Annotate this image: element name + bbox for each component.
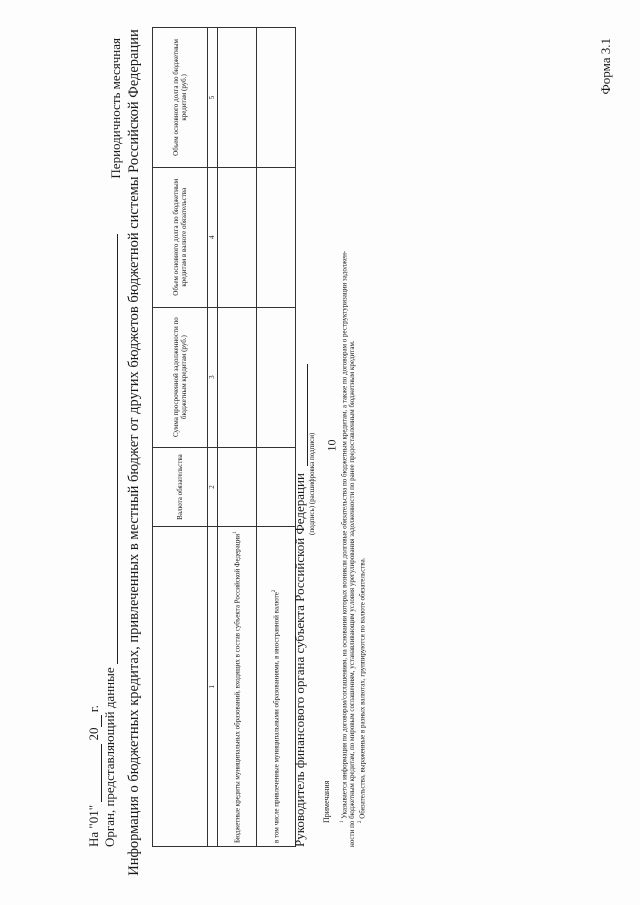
note-1: $^1$ Указывается информация по договорам/соглашениям, на основании которых возникли долговые обязательства по бюджетным кредитам, а также по договорам о реструктуризации задолжен- bbox=[340, 250, 349, 823]
date-year-prefix: 20 bbox=[86, 727, 101, 741]
document-title: Информация о бюджетных кредитах, привлеченных в местный бюджет от других бюджетов бюджетной системы Российской Федерации bbox=[126, 29, 142, 876]
org-line bbox=[102, 234, 118, 847]
row-label: Бюджетные кредиты муниципальных образований, входящих в состав субъекта Российской Федерации$^1$ bbox=[218, 527, 257, 847]
credits-table bbox=[152, 27, 296, 847]
table-cell bbox=[218, 447, 257, 527]
periodicity: Периодичность месячная bbox=[108, 38, 123, 179]
header-cell bbox=[153, 527, 208, 847]
table-header-row bbox=[153, 28, 208, 847]
notes-title: Примечания bbox=[322, 780, 331, 823]
note-2: $^2$ Обязательства, выраженные в разных валютах, группируются по валюте обязательства. bbox=[358, 557, 367, 823]
table-cell bbox=[257, 28, 296, 168]
signer-line bbox=[292, 364, 308, 847]
header-cell: Сумма просроченной задолженности по бюджетным кредитам (руб.) bbox=[153, 307, 208, 447]
signature-blank bbox=[293, 364, 308, 466]
table-cell bbox=[218, 28, 257, 168]
date-month-blank bbox=[87, 744, 102, 802]
header-cell: Объем основного долга по бюджетным кредитам (руб.) bbox=[153, 28, 208, 168]
column-number-row bbox=[208, 28, 218, 847]
table-cell bbox=[257, 447, 296, 527]
table-cell bbox=[218, 307, 257, 447]
page-number: 10 bbox=[324, 439, 339, 452]
table-cell bbox=[218, 167, 257, 307]
row-label: в том числе привлеченные муниципальными образованиями, в иностранной валюте$^2$ bbox=[257, 527, 296, 847]
table-row bbox=[257, 28, 296, 847]
note-1-continuation: ности по бюджетным кредитам, по мировым соглашениям, устанавливающим условия урегулирования задолженности по ранее предоставленным бюджетным кредитам. bbox=[348, 340, 356, 847]
signer-label: Руководитель финансового органа субъекта Российской Федерации bbox=[292, 473, 307, 847]
column-number: 1 bbox=[208, 527, 218, 847]
date-prefix: На "01" bbox=[86, 804, 101, 847]
date-year-blank bbox=[87, 715, 102, 727]
form-number: Форма 3.1 bbox=[598, 38, 613, 95]
table-cell bbox=[257, 167, 296, 307]
header-cell: Валюта обязательства bbox=[153, 447, 208, 527]
column-number: 3 bbox=[208, 307, 218, 447]
org-blank bbox=[103, 234, 118, 664]
signature-caption: (подпись) (расшифровка подписи) bbox=[308, 432, 316, 535]
column-number: 4 bbox=[208, 167, 218, 307]
header-cell: Объем основного долга по бюджетным кредитам в валюте обязательства bbox=[153, 167, 208, 307]
table-cell bbox=[257, 307, 296, 447]
date-line bbox=[86, 705, 102, 847]
table-row bbox=[218, 28, 257, 847]
column-number: 2 bbox=[208, 447, 218, 527]
date-suffix: г. bbox=[86, 705, 101, 713]
column-number: 5 bbox=[208, 28, 218, 168]
org-label: Орган, представляющий данные bbox=[102, 667, 117, 847]
